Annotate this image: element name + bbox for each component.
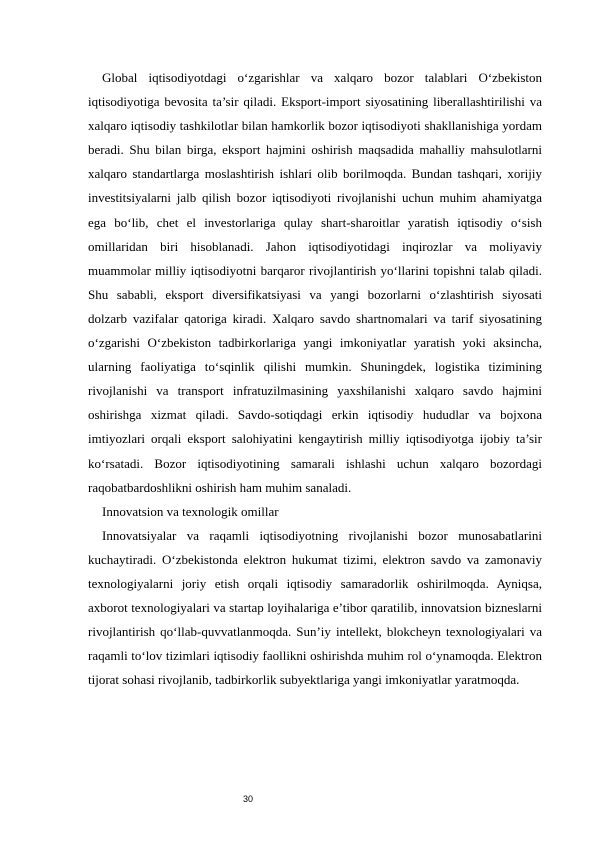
body-paragraph-innovation: Innovatsiyalar va raqamli iqtisodiyotning rivojlanishi bozor munosabatlarini kuchaytiradi. O‘zbekistonda elektron hukumat tizimi, elektron savdo va zamonaviy texnologiyalarni joriy etish orqali iqtisodiy samaradorlik oshirilmoqda. Ayniqsa, axborot texnologiyalari va startap loyihalariga e’tibor qaratilib, innovatsion bizneslarni rivojlantirish qo‘llab-quvvatlanmoqda. Sun’iy intellekt, blokcheyn texnologiyalari va raqamli to‘lov tizimlari iqtisodiy faollikni oshirishda muhim rol o‘ynamoqda. Elektron tijorat sohasi rivojlanib, tadbirkorlik subyektlariga yangi imkoniyatlar yaratmoqda.: [88, 527, 542, 688]
page-number: 30: [242, 794, 253, 804]
document-body: [88, 66, 542, 692]
body-paragraph-global-factors: Global iqtisodiyotdagi o‘zgarishlar va xalqaro bozor talablari O‘zbekiston iqtisodiyotiga bevosita ta’sir qiladi. Eksport-import siyosatining liberallashtirilishi va xalqaro iqtisodiy tashkilotlar bilan hamkorlik bozor iqtisodiyoti shakllanishiga yordam beradi. Shu bilan birga, eksport hajmini oshirish maqsadida mahalliy mahsulotlarni xalqaro standartlarga moslashtirish ishlari olib borilmoqda. Bundan tashqari, xorijiy investitsiyalarni jalb qilish bozor iqtisodiyoti rivojlanishi uchun muhim ahamiyatga ega bo‘lib, chet el investorlariga qulay shart-sharoitlar yaratish iqtisodiy o‘sish omillaridan biri hisoblanadi. Jahon iqtisodiyotidagi inqirozlar va moliyaviy muammolar milliy iqtisodiyotni barqaror rivojlantirish yo‘llarini topishni talab qiladi. Shu sababli, eksport diversifikatsiyasi va yangi bozorlarni o‘zlashtirish siyosati dolzarb vazifalar qatoriga kiradi. Xalqaro savdo shartnomalari va tarif siyosatining o‘zgarishi O‘zbekiston tadbirkorlariga yangi imkoniyatlar yaratish yoki aksincha, ularning faoliyatiga to‘sqinlik qilishi mumkin. Shuningdek, logistika tizimining rivojlanishi va transport infratuzilmasining yaxshilanishi xalqaro savdo hajmini oshirishga xizmat qiladi. Savdo-sotiqdagi erkin iqtisodiy hududlar va bojxona imtiyozlari orqali eksport salohiyatini kengaytirish milliy iqtisodiyotga ijobiy ta’sir ko‘rsatadi. Bozor iqtisodiyotining samarali ishlashi uchun xalqaro bozordagi raqobatbardoshlikni oshirish ham muhim sanaladi.: [88, 70, 542, 495]
section-heading: Innovatsion va texnologik omillar: [102, 503, 279, 519]
